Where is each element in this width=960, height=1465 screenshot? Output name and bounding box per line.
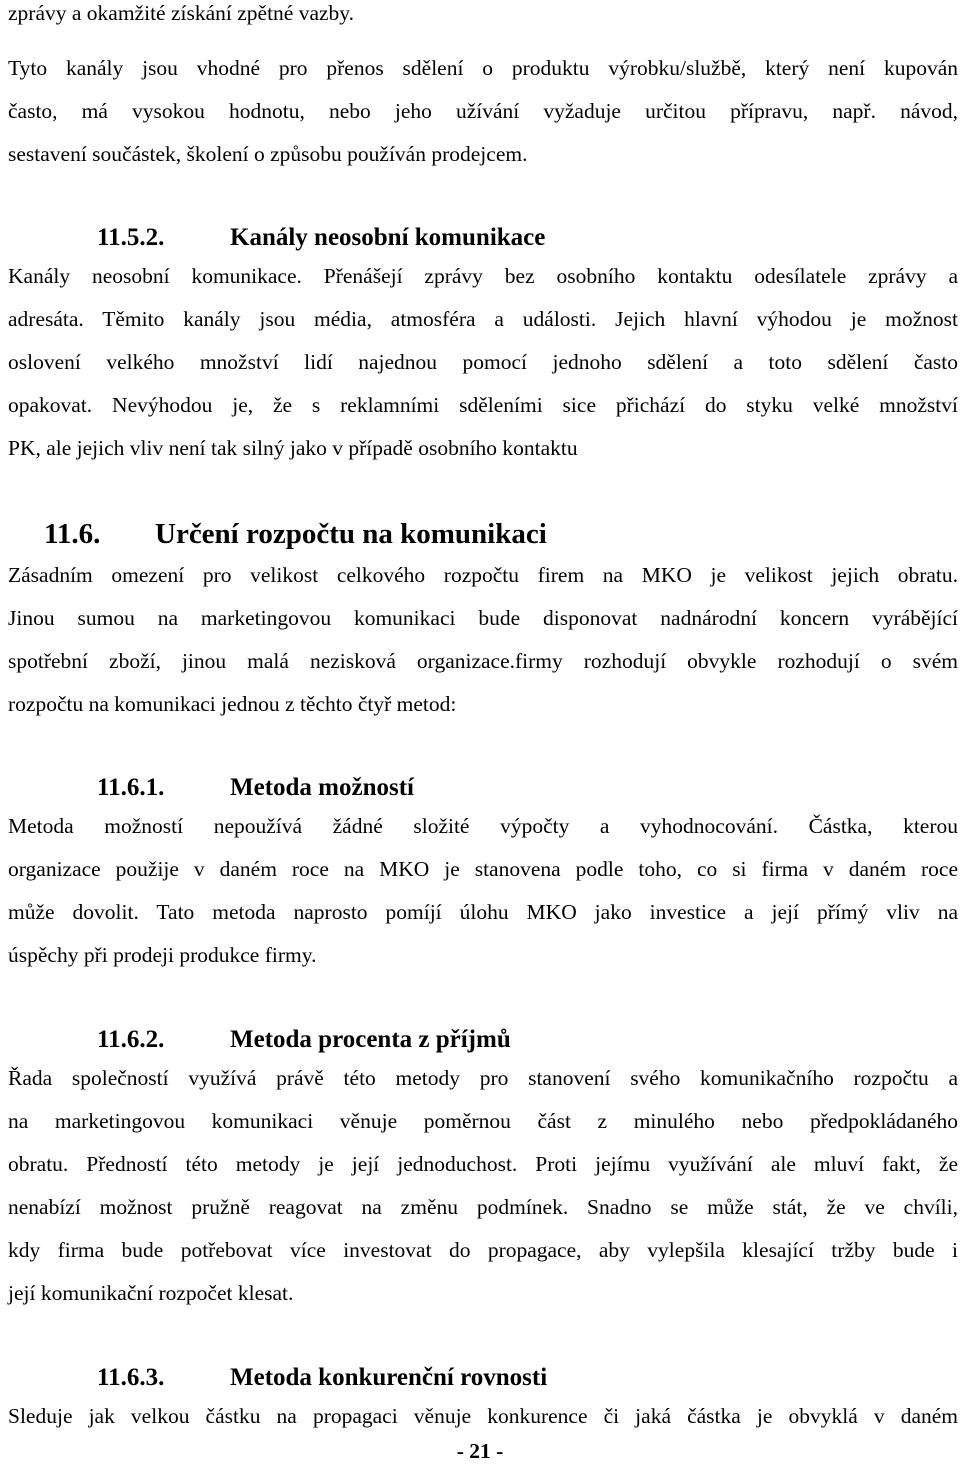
section-number: 11.6. xyxy=(44,518,101,550)
paragraph-line: kdy firma bude potřebovat více investovat do propagace, aby vylepšila klesající tržby bude i xyxy=(8,1238,958,1262)
paragraph-line: nenabízí možnost pružně reagovat na změnu podmínek. Snadno se může stát, že ve chvíli, xyxy=(8,1195,958,1219)
paragraph-line: na marketingovou komunikaci věnuje poměrnou část z minulého nebo předpokládaného xyxy=(8,1109,958,1133)
paragraph-line: Metoda možností nepoužívá žádné složité výpočty a vyhodnocování. Částka, kterou xyxy=(8,814,958,838)
section-number: 11.6.1. xyxy=(97,774,165,801)
section-number: 11.5.2. xyxy=(97,224,165,251)
paragraph-line: organizace použije v daném roce na MKO je stanovena podle toho, co si firma v daném roce xyxy=(8,857,958,881)
paragraph-line: opakovat. Nevýhodou je, že s reklamními sděleními sice přichází do styku velké množství xyxy=(8,393,958,417)
paragraph-line: může dovolit. Tato metoda naprosto pomíjí úlohu MKO jako investice a její přímý vliv na xyxy=(8,900,958,924)
paragraph-line: Jinou sumou na marketingovou komunikaci bude disponovat nadnárodní koncern vyrábějící xyxy=(8,606,958,630)
paragraph-line: Tyto kanály jsou vhodné pro přenos sdělení o produktu výrobku/službě, který není kupován xyxy=(8,56,958,80)
paragraph-line: obratu. Předností této metody je její jednoduchost. Proti jejímu využívání ale mluví fakt, že xyxy=(8,1152,958,1176)
paragraph-line: spotřební zboží, jinou malá nezisková organizace.firmy rozhodují obvykle rozhodují o svém xyxy=(8,649,958,673)
paragraph-line: adresáta. Těmito kanály jsou média, atmosféra a události. Jejich hlavní výhodou je možnost xyxy=(8,307,958,331)
section-title: Určení rozpočtu na komunikaci xyxy=(155,518,547,550)
paragraph-line: zprávy a okamžité získání zpětné vazby. xyxy=(8,1,355,25)
section-number: 11.6.2. xyxy=(97,1026,165,1053)
paragraph-line: často, má vysokou hodnotu, nebo jeho užívání vyžaduje určitou přípravu, např. návod, xyxy=(8,99,958,123)
paragraph-line: sestavení součástek, školení o způsobu používán prodejcem. xyxy=(8,142,528,166)
paragraph-line: oslovení velkého množství lidí najednou pomocí jednoho sdělení a toto sdělení často xyxy=(8,350,958,374)
paragraph-line: Sleduje jak velkou částku na propagaci věnuje konkurence či jaká částka je obvyklá v daném xyxy=(8,1404,958,1428)
paragraph-line: rozpočtu na komunikaci jednou z těchto čtyř metod: xyxy=(8,692,457,716)
paragraph-line: Zásadním omezení pro velikost celkového rozpočtu firem na MKO je velikost jejich obratu. xyxy=(8,563,958,587)
section-title: Metoda možností xyxy=(230,774,414,801)
paragraph-line: Kanály neosobní komunikace. Přenášejí zprávy bez osobního kontaktu odesílatele zprávy a xyxy=(8,264,958,288)
page-number: - 21 - xyxy=(456,1439,504,1463)
section-title: Metoda konkurenční rovnosti xyxy=(230,1364,548,1391)
paragraph-line: Řada společností využívá právě této metody pro stanovení svého komunikačního rozpočtu a xyxy=(8,1066,958,1090)
paragraph-line: její komunikační rozpočet klesat. xyxy=(8,1281,294,1305)
section-title: Kanály neosobní komunikace xyxy=(230,224,546,251)
section-title: Metoda procenta z příjmů xyxy=(230,1026,511,1053)
section-number: 11.6.3. xyxy=(97,1364,165,1391)
paragraph-line: úspěchy při prodeji produkce firmy. xyxy=(8,943,317,967)
paragraph-line: PK, ale jejich vliv není tak silný jako v případě osobního kontaktu xyxy=(8,436,578,460)
